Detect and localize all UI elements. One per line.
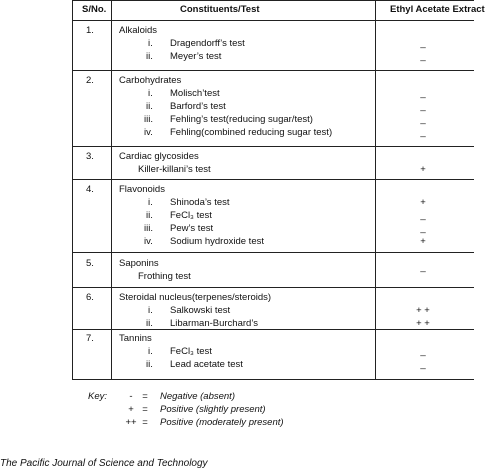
row-number: 1.	[86, 25, 94, 36]
test-num: i.	[148, 346, 153, 357]
test-num: ii.	[146, 359, 153, 370]
header-extract: Ethyl Acetate Extract	[390, 4, 485, 15]
test-num: iii.	[144, 114, 153, 125]
test-name: Fehling’s test(reducing sugar/test)	[170, 114, 313, 125]
test-num: i.	[148, 88, 153, 99]
row-divider	[72, 70, 474, 71]
test-result: +	[420, 164, 426, 175]
table-bottom-border	[72, 379, 474, 380]
test-name: Sodium hydroxide test	[170, 236, 264, 247]
test-name: Molisch’test	[170, 88, 220, 99]
test-name: Frothing test	[138, 271, 191, 282]
key-symbol: +	[128, 404, 134, 415]
row-title: Alkaloids	[119, 25, 158, 36]
test-result: _	[420, 101, 426, 112]
test-num: i.	[148, 38, 153, 49]
column-divider-1	[111, 0, 112, 380]
test-result: _	[420, 38, 426, 49]
test-result: _	[420, 346, 426, 357]
row-divider	[72, 146, 474, 147]
test-result: + +	[416, 305, 430, 316]
test-result: +	[420, 197, 426, 208]
test-result: _	[420, 223, 426, 234]
test-result: _	[420, 51, 426, 62]
phytochemical-table	[72, 0, 485, 380]
test-num: iv.	[144, 127, 153, 138]
test-name: Fehling(combined reducing sugar test)	[170, 127, 333, 138]
key-equals: =	[142, 404, 148, 415]
row-number: 5.	[86, 258, 94, 269]
table-left-border	[72, 0, 73, 380]
row-number: 6.	[86, 292, 94, 303]
key-meaning: Positive (moderately present)	[160, 417, 284, 428]
row-title: Tannins	[119, 333, 152, 344]
test-num: i.	[148, 197, 153, 208]
table-top-border	[72, 0, 474, 1]
test-name: Barford’s test	[170, 101, 226, 112]
test-name: FeCl₃ test	[170, 346, 212, 357]
test-name: Lead acetate test	[170, 359, 243, 370]
row-number: 3.	[86, 151, 94, 162]
row-divider	[72, 179, 474, 180]
row-title: Saponins	[119, 258, 159, 269]
row-number: 7.	[86, 333, 94, 344]
header-constituents: Constituents/Test	[180, 4, 260, 15]
test-num: ii.	[146, 210, 153, 221]
row-title: Carbohydrates	[119, 75, 182, 86]
test-result: _	[420, 114, 426, 125]
test-name: Meyer’s test	[170, 51, 222, 62]
key-equals: =	[142, 391, 148, 402]
test-name: FeCl₃ test	[170, 210, 212, 221]
row-title: Steroidal nucleus(terpenes/steroids)	[119, 292, 272, 303]
row-divider	[72, 287, 474, 288]
test-name: Pew’s test	[170, 223, 214, 234]
key-symbol: ++	[125, 417, 137, 428]
test-name: Killer-killani’s test	[138, 164, 211, 175]
key-equals: =	[142, 417, 148, 428]
test-result: _	[420, 127, 426, 138]
test-result: _	[420, 88, 426, 99]
key-symbol: -	[129, 391, 133, 402]
key-meaning: Negative (absent)	[160, 391, 235, 402]
row-number: 2.	[86, 75, 94, 86]
column-divider-2	[375, 0, 376, 380]
test-result: _	[420, 210, 426, 221]
row-title: Cardiac glycosides	[119, 151, 199, 162]
key-meaning: Positive (slightly present)	[160, 404, 266, 415]
key-label: Key:	[88, 391, 108, 402]
test-result: + +	[416, 318, 430, 329]
test-name: Dragendorff’s test	[170, 38, 245, 49]
test-name: Salkowski test	[170, 305, 231, 316]
test-name: Libarman-Burchard’s	[170, 318, 259, 329]
header-sno: S/No.	[82, 4, 107, 15]
row-title: Flavonoids	[119, 184, 165, 195]
journal-footer: The Pacific Journal of Science and Technology	[0, 458, 208, 469]
header-bottom-border	[72, 20, 474, 21]
test-result: _	[420, 262, 426, 273]
test-name: Shinoda’s test	[170, 197, 230, 208]
row-number: 4.	[86, 184, 94, 195]
test-num: ii.	[146, 318, 153, 329]
test-num: iv.	[144, 236, 153, 247]
test-num: i.	[148, 305, 153, 316]
row-divider	[72, 252, 474, 253]
test-num: ii.	[146, 101, 153, 112]
test-result: _	[420, 359, 426, 370]
test-result: +	[420, 236, 426, 247]
test-num: ii.	[146, 51, 153, 62]
test-num: iii.	[144, 223, 153, 234]
